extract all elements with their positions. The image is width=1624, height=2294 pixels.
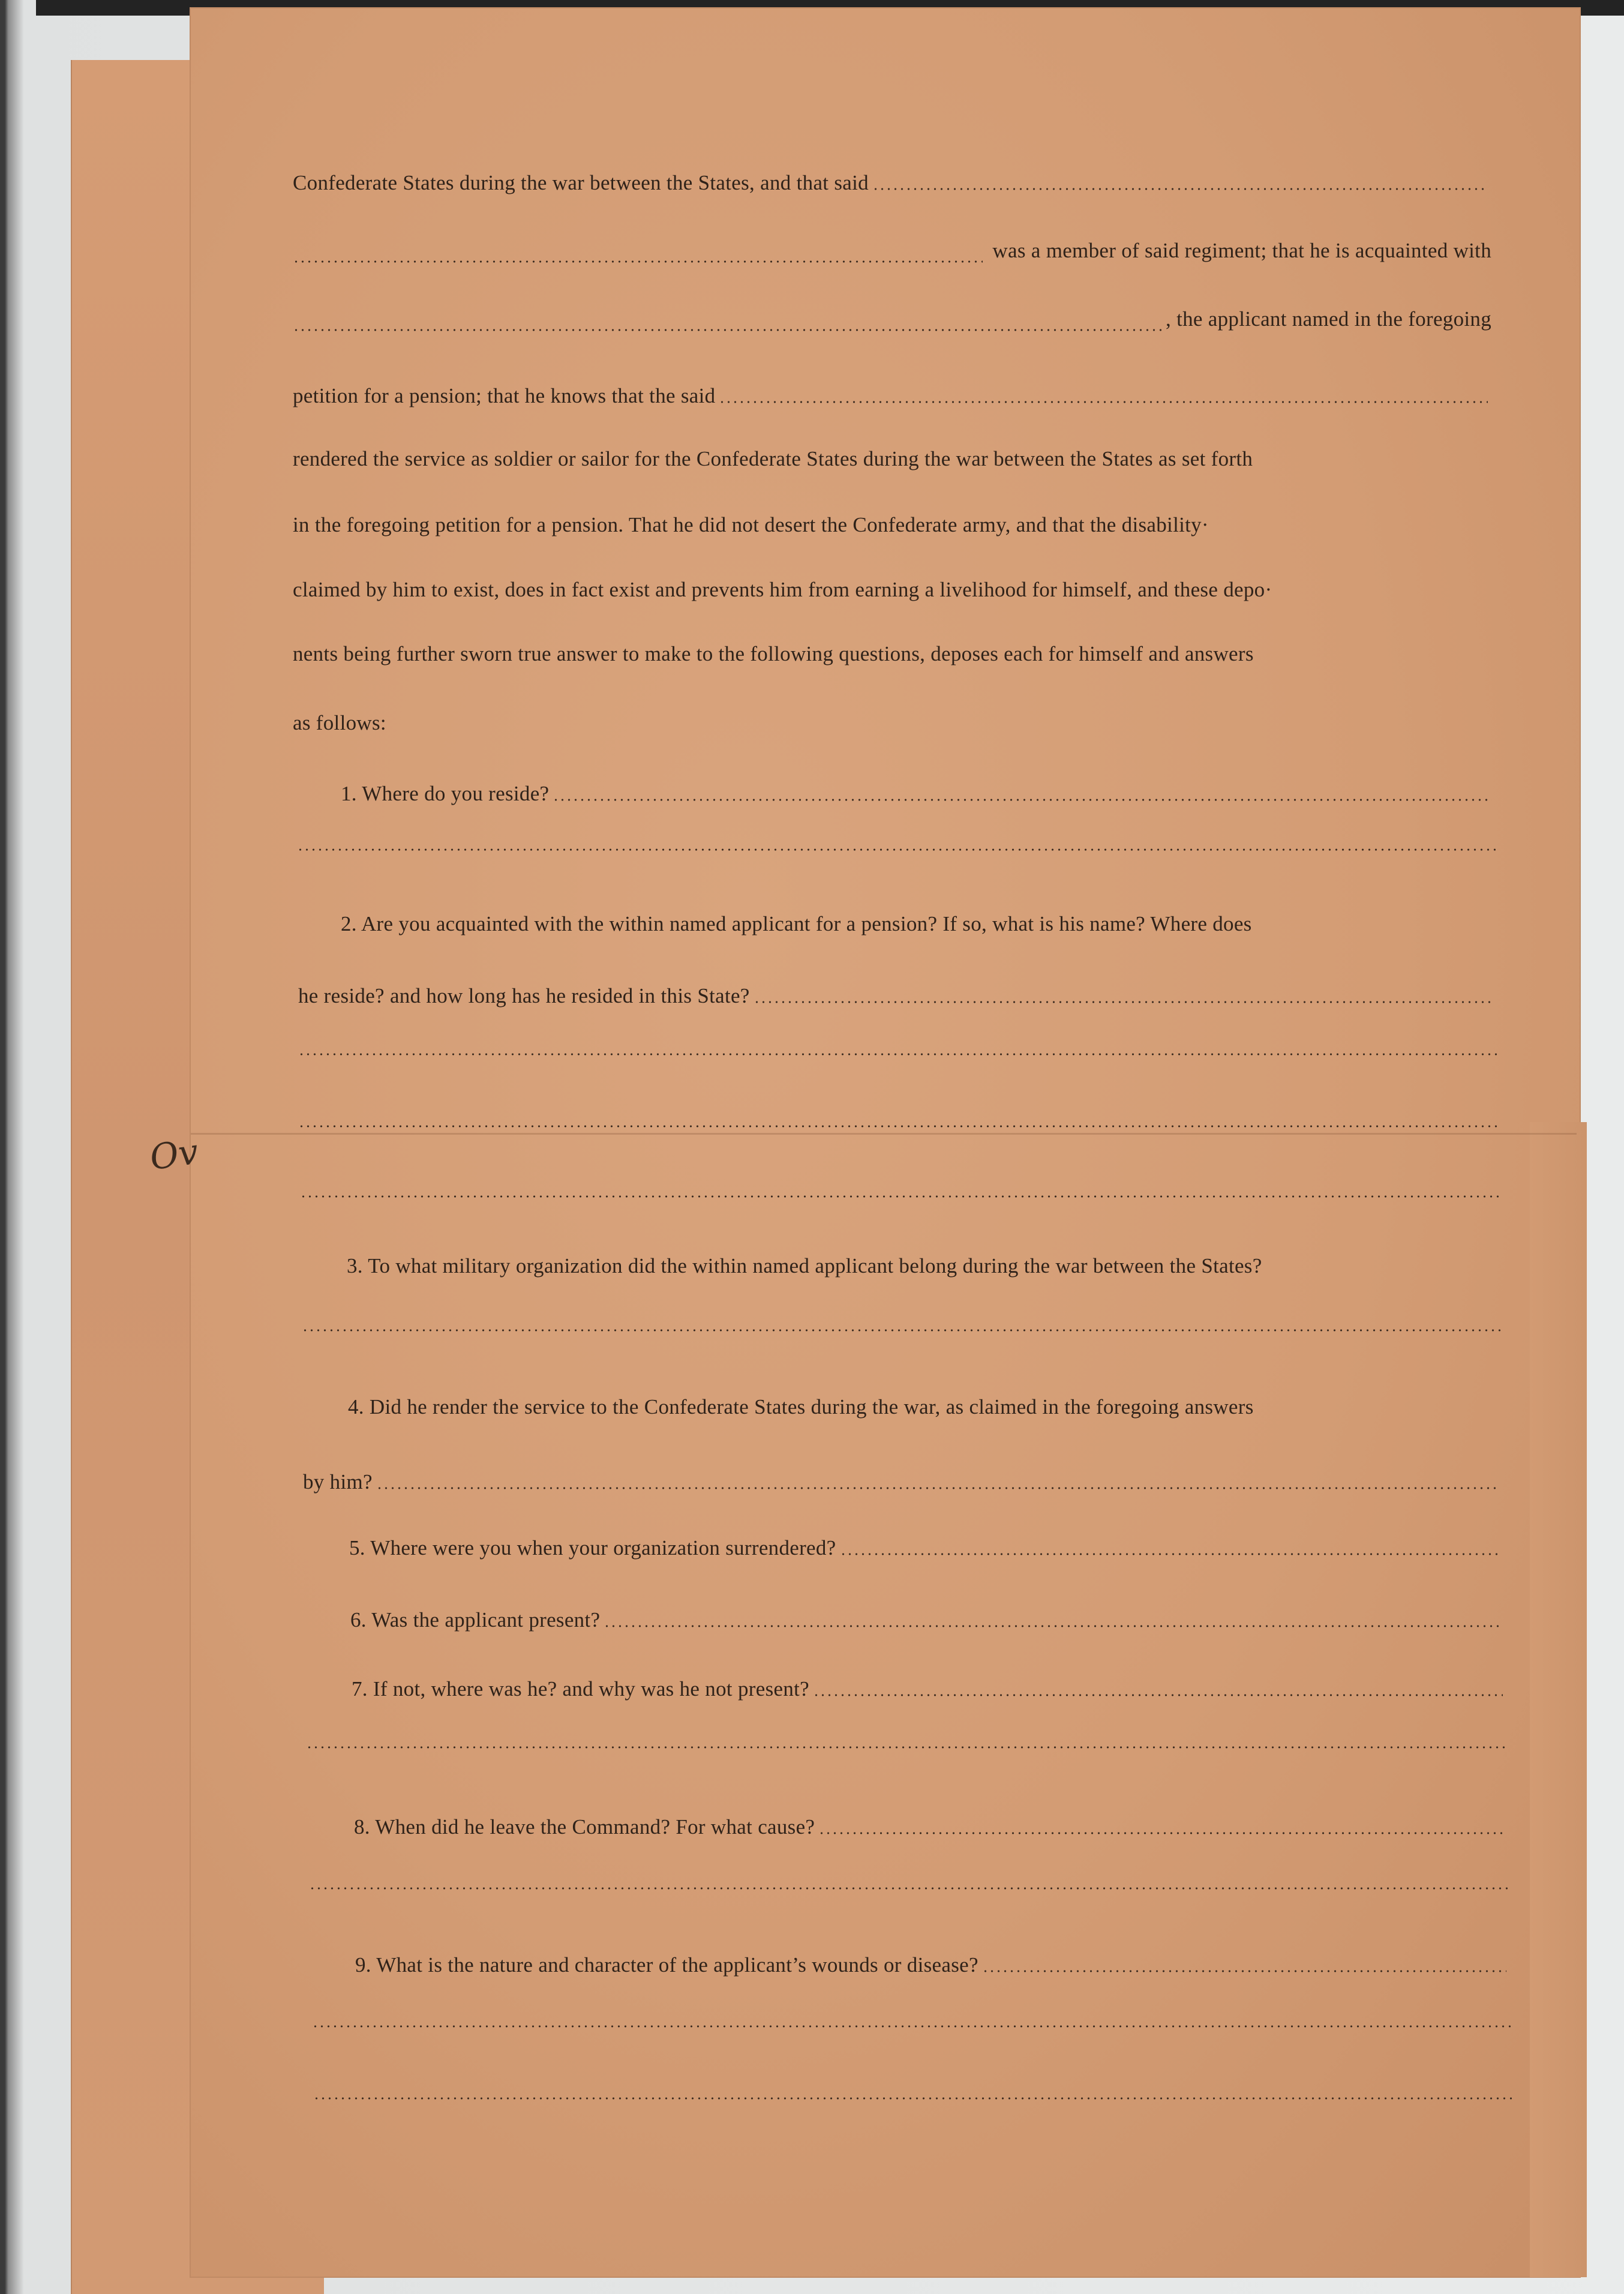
question-1: 1. Where do you reside? (341, 782, 1496, 806)
answer-blank[interactable] (309, 1887, 1509, 1890)
question-4: 4. Did he render the service to the Confederate States during the war, as claimed in the foregoing answers (348, 1395, 1254, 1419)
answer-blank[interactable] (376, 1487, 1499, 1489)
question-7: 7. If not, where was he? and why was he not present? (352, 1677, 1506, 1701)
answer-blank[interactable] (298, 1125, 1498, 1127)
form-sheet (191, 8, 1580, 2277)
answer-blank[interactable] (754, 1001, 1494, 1003)
fold-crease (191, 1133, 1577, 1135)
form-line-8: nents being further sworn true answer to make to the following questions, deposes each for himself and answers (293, 642, 1254, 665)
answer-blank[interactable] (813, 1694, 1503, 1696)
blank-line[interactable] (719, 401, 1488, 403)
question-3: 3. To what military organization did the within named applicant belong during the war between the States? (347, 1254, 1262, 1278)
question-6: 6. Was the applicant present? (350, 1608, 1505, 1632)
answer-line (306, 1746, 1507, 1749)
answer-line (302, 1329, 1502, 1332)
answer-blank[interactable] (312, 2025, 1511, 2028)
form-line-9: as follows: (293, 711, 386, 734)
answer-blank[interactable] (818, 1832, 1505, 1834)
answer-blank[interactable] (298, 1053, 1498, 1055)
question-8: 8. When did he leave the Command? For what cause? (354, 1815, 1509, 1839)
answer-blank[interactable] (313, 2097, 1512, 2100)
answer-line (312, 2025, 1511, 2028)
answer-blank[interactable] (604, 1625, 1502, 1627)
answer-line (297, 848, 1496, 851)
form-line-1: Confederate States during the war between the States, and that said (293, 171, 1491, 195)
question-4-cont: by him? (303, 1470, 1503, 1494)
answer-blank[interactable] (300, 1195, 1500, 1198)
answer-line (309, 1887, 1509, 1890)
form-line-7: claimed by him to exist, does in fact exist and prevents him from earning a livelihood for himself, and these depo· (293, 578, 1272, 601)
question-5: 5. Where were you when your organization surrendered? (349, 1536, 1504, 1560)
answer-blank[interactable] (297, 848, 1496, 851)
question-9: 9. What is the nature and character of the applicant’s wounds or disease? (355, 1953, 1510, 1977)
form-line-4: petition for a pension; that he knows that the said (293, 384, 1491, 408)
answer-line (298, 1125, 1498, 1127)
answer-blank[interactable] (306, 1746, 1507, 1749)
form-line-6: in the foregoing petition for a pension. That he did not desert the Confederate army, and that the disability· (293, 513, 1209, 536)
answer-line (300, 1195, 1500, 1198)
answer-blank[interactable] (302, 1329, 1502, 1332)
blank-line[interactable] (872, 188, 1488, 190)
answer-blank[interactable] (553, 799, 1492, 801)
answer-blank[interactable] (840, 1553, 1500, 1555)
margin-handwriting: Ov (147, 1130, 201, 1179)
answer-line (313, 2097, 1512, 2100)
folded-edge (1530, 1122, 1587, 2277)
form-line-5: rendered the service as soldier or sailor for the Confederate States during the war between the States as set forth (293, 447, 1253, 470)
blank-line[interactable] (293, 260, 983, 263)
question-2: 2. Are you acquainted with the within named applicant for a pension? If so, what is his name? Where does (341, 912, 1252, 935)
question-2-cont: he reside? and how long has he resided in this State? (298, 984, 1498, 1008)
form-line-3: , the applicant named in the foregoing (293, 307, 1491, 331)
form-line-2: was a member of said regiment; that he is acquainted with (293, 239, 1491, 263)
answer-blank[interactable] (982, 1970, 1506, 1972)
blank-line[interactable] (293, 329, 1166, 331)
answer-line (298, 1053, 1498, 1055)
